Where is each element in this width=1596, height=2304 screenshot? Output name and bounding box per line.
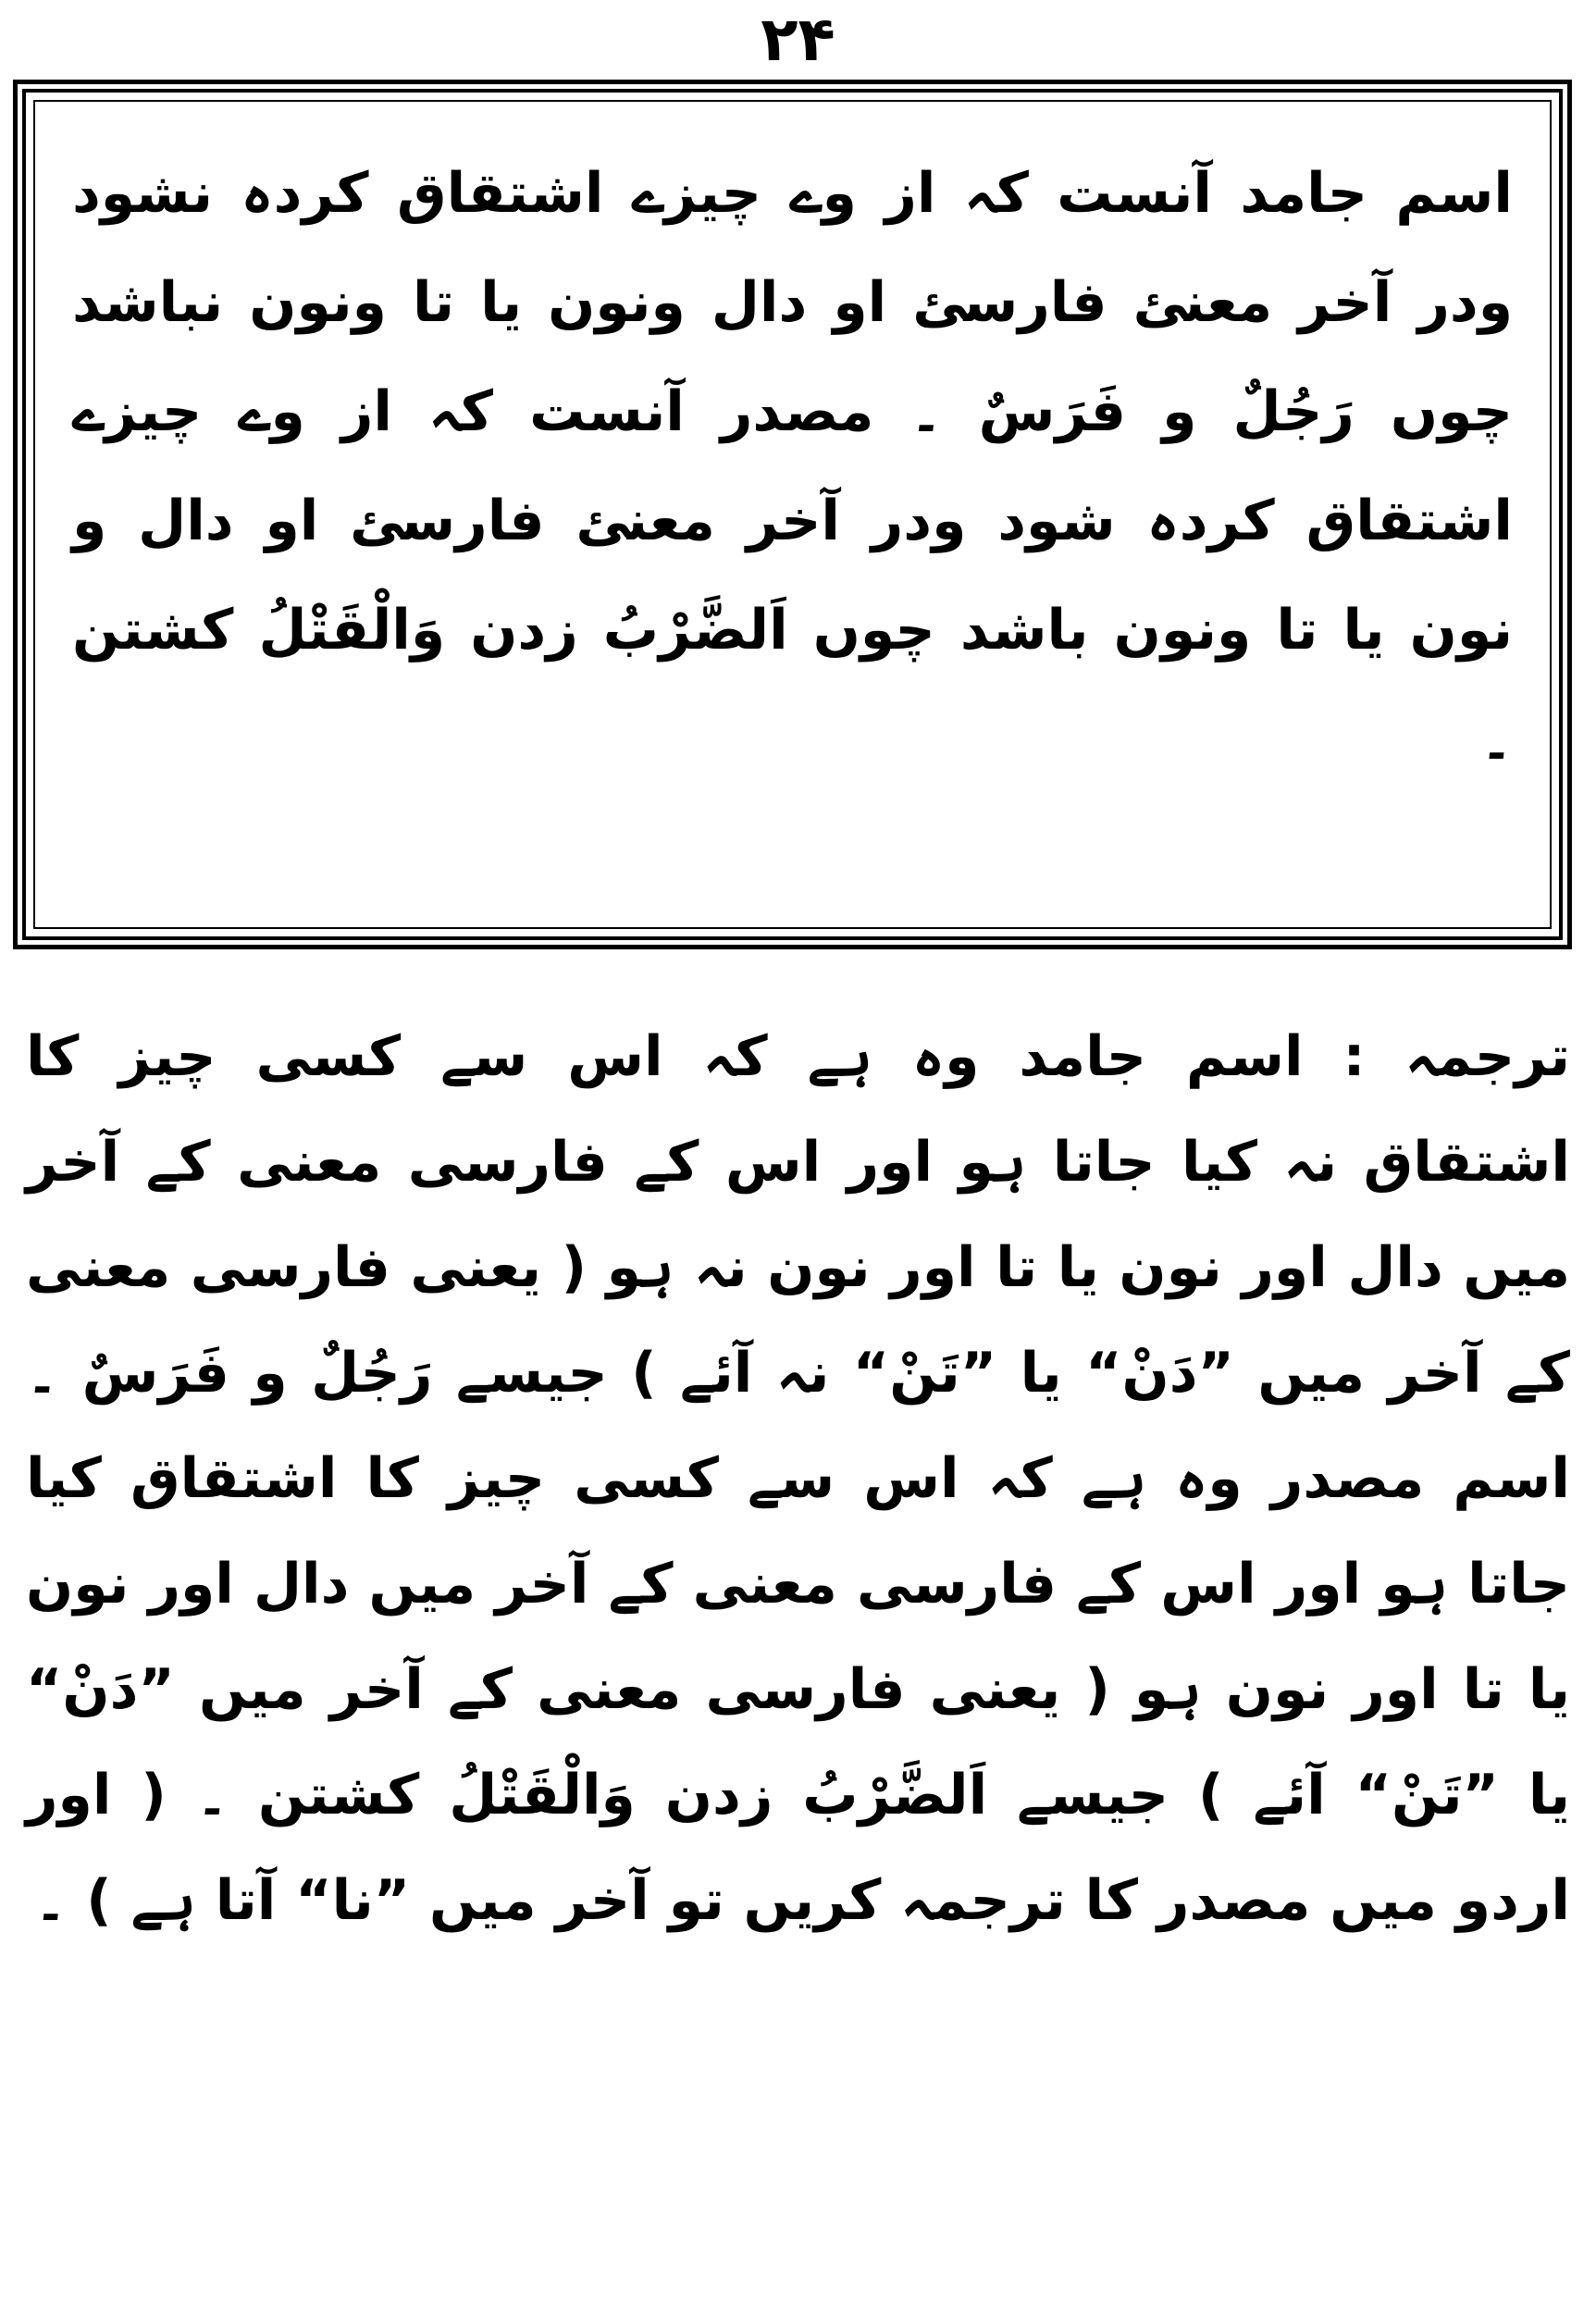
text-frame <box>13 80 1572 949</box>
page-number: ۲۴ <box>761 4 835 75</box>
text-frame-core <box>33 100 1552 929</box>
urdu-translation-text: ترجمہ : اسم جامد وہ ہے کہ اس سے کسی چیز کا اشتقاق نہ کیا جاتا ہو اور اس کے فارسی معنی کے آخر میں دال اور نون یا تا اور نون نہ ہو ( یعنی فارسی معنی کے آخر میں ”دَنْ“ یا ”تَنْ“ نہ آئے ) جیسے رَجُلٌ و فَرَسٌ ۔ اسم مصدر وہ ہے کہ اس سے کسی چیز کا اشتقاق کیا جاتا ہو اور اس کے فارسی معنی کے آخر میں دال اور نون یا تا اور نون ہو ( یعنی فارسی معنی کے آخر میں ”دَنْ“ یا ”تَنْ“ آئے ) جیسے اَلضَّرْبُ زدن وَالْقَتْلُ کشتن ۔ ( اور اردو میں مصدر کا ترجمہ کریں تو آخر میں ”نا“ آتا ہے ) ۔ <box>26 1024 1570 1933</box>
text-frame-inner <box>22 89 1563 940</box>
persian-definition-text: اسم جامد آنست کہ از وے چیزے اشتقاق کردہ نشود ودر آخر معنئ فارسئ او دال ونون یا تا ونون نباشد چوں رَجُلٌ و فَرَسٌ ۔ مصدر آنست کہ از وے چیزے اشتقاق کردہ شود ودر آخر معنئ فارسئ او دال و نون یا تا ونون باشد چوں اَلضَّرْبُ زدن وَالْقَتْلُ کشتن ۔ <box>72 161 1513 772</box>
